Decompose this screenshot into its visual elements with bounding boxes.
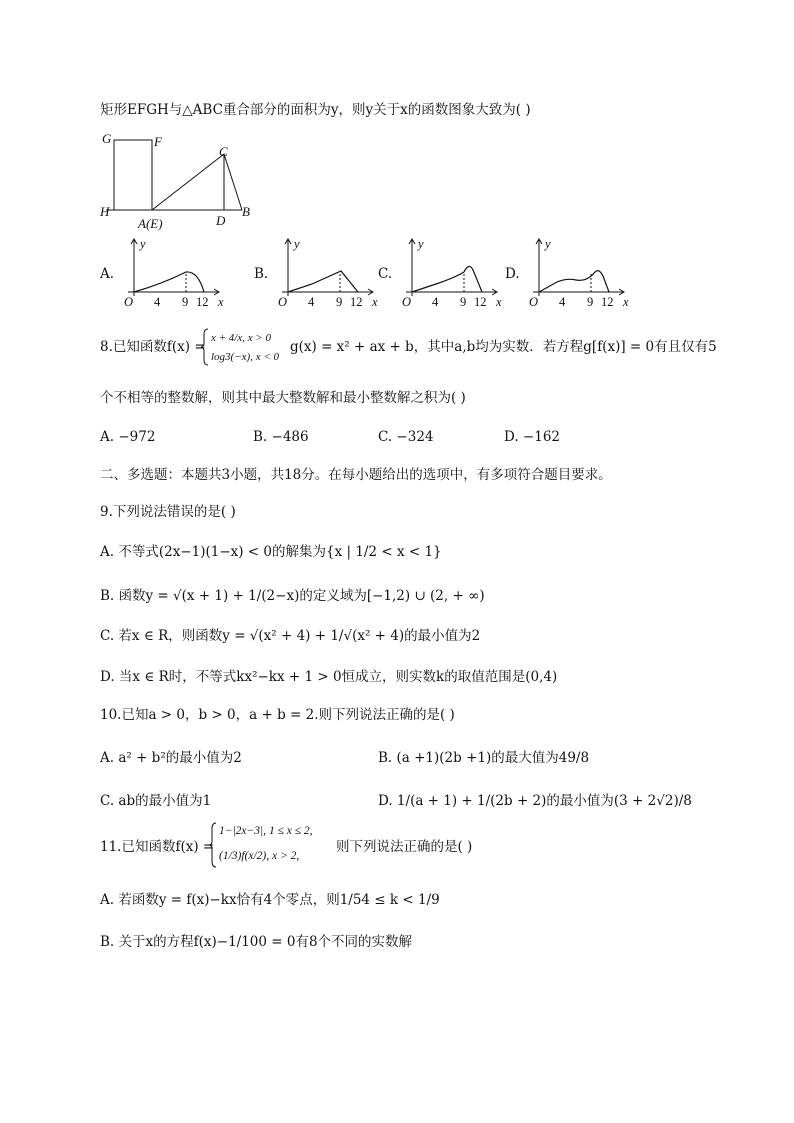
- q7-option-d: [505, 236, 635, 312]
- label-h: H: [100, 204, 110, 219]
- q11-stem-b: 则下列说法正确的是( ): [336, 839, 473, 855]
- q11-case1: 1−|2x−3|, 1 ≤ x ≤ 2,: [219, 825, 313, 837]
- q7-option-b: [254, 236, 384, 312]
- q8-stem-b: g(x) = x² + ax + b，其中a,b均为实数．若方程g[f(x)] = 0有且仅有5: [290, 339, 717, 355]
- label-c: C: [219, 144, 228, 159]
- q7-option-label: B.: [254, 266, 269, 282]
- axis-x-label: x: [218, 295, 224, 309]
- tick-9: 9: [460, 295, 467, 309]
- q7-graph-plot: [114, 236, 226, 312]
- q7-graph-plot: [519, 236, 631, 312]
- axis-x-label: x: [372, 295, 378, 309]
- function-curve: [539, 271, 609, 292]
- tick-4: 4: [154, 295, 161, 309]
- triangle-left: [152, 154, 224, 210]
- tick-o: O: [402, 295, 412, 309]
- q10-stem: 10.已知a > 0，b > 0，a + b = 2.则下列说法正确的是( ): [100, 707, 455, 723]
- q7-option-c: [378, 236, 508, 312]
- q8-stem-a: 8.已知函数f(x) =: [100, 339, 206, 355]
- q9-option-b: B. 函数y = √(x + 1) + 1/(2−x)的定义域为[−1,2) ∪ (2, + ∞): [100, 588, 485, 604]
- q10-option-d: D. 1/(a + 1) + 1/(2b + 2)的最小值为(3 + 2√2)/8: [378, 793, 692, 809]
- q9-stem: 9.下列说法错误的是( ): [100, 504, 236, 520]
- q7-option-label: A.: [100, 266, 115, 282]
- q8-option-d: D. −162: [504, 429, 561, 445]
- q11-case2: (1/3)f(x/2), x > 2,: [219, 850, 300, 862]
- q10-option-b: B. (a +1)(2b +1)的最大值为49/8: [378, 750, 590, 766]
- tick-12: 12: [474, 295, 487, 309]
- q8-case1: x + 4/x, x > 0: [211, 332, 272, 344]
- q7-figure: [96, 128, 266, 232]
- q7-graph-plot: [268, 236, 380, 312]
- tick-o: O: [278, 295, 288, 309]
- q8-option-b: B. −486: [253, 429, 309, 445]
- axis-y-label: y: [140, 237, 146, 251]
- q8-stem-c: 个不相等的整数解，则其中最大整数解和最小整数解之积为( ): [100, 390, 466, 406]
- q8-option-a: A. −972: [100, 429, 156, 445]
- q7-graph-plot: [392, 236, 504, 312]
- tick-12: 12: [601, 295, 614, 309]
- section-2-heading: 二、多选题：本题共3小题，共18分。在每小题给出的选项中，有多项符合题目要求。: [100, 467, 612, 483]
- axis-y-label: y: [294, 237, 300, 251]
- label-f: F: [154, 134, 162, 149]
- q10-option-c: C. ab的最小值为1: [100, 793, 212, 809]
- tick-4: 4: [308, 295, 315, 309]
- rectangle-efgh: [114, 140, 152, 210]
- q8-option-c: C. −324: [378, 429, 434, 445]
- q8-case2: log3(−x), x < 0: [211, 351, 279, 363]
- tick-9: 9: [336, 295, 343, 309]
- q11-brace: [208, 822, 218, 868]
- tick-12: 12: [350, 295, 363, 309]
- triangle-right: [224, 154, 242, 210]
- axis-x-label: x: [623, 295, 629, 309]
- q7-option-label: C.: [378, 266, 393, 282]
- function-curve: [134, 272, 204, 292]
- axis-y-label: y: [418, 237, 424, 251]
- function-curve: [288, 271, 358, 292]
- q11-option-b: B. 关于x的方程f(x)−1/100 = 0有8个不同的实数解: [100, 934, 413, 950]
- function-curve: [412, 266, 482, 292]
- label-ae: A(E): [138, 216, 163, 231]
- tick-4: 4: [432, 295, 439, 309]
- tick-o: O: [124, 295, 134, 309]
- axis-x-label: x: [496, 295, 502, 309]
- label-d: D: [216, 213, 226, 228]
- label-g: G: [102, 131, 112, 146]
- q7-stem: 矩形EFGH与△ABC重合部分的面积为y，则y关于x的函数图象大致为( ): [100, 102, 531, 118]
- q11-option-a: A. 若函数y = f(x)−kx恰有4个零点，则1/54 ≤ k < 1/9: [100, 892, 440, 908]
- tick-12: 12: [196, 295, 209, 309]
- q8-brace: [200, 328, 210, 366]
- q7-option-label: D.: [505, 266, 520, 282]
- q10-option-a: A. a² + b²的最小值为2: [100, 750, 242, 766]
- tick-4: 4: [559, 295, 566, 309]
- q7-option-a: [100, 236, 230, 312]
- label-b: B: [242, 204, 250, 219]
- q9-option-a: A. 不等式(2x−1)(1−x) < 0的解集为{x | 1/2 < x < 1}: [100, 544, 442, 560]
- axis-y-label: y: [545, 237, 551, 251]
- q9-option-c: C. 若x ∈ R，则函数y = √(x² + 4) + 1/√(x² + 4)的最小值为2: [100, 628, 481, 644]
- q9-option-d: D. 当x ∈ R时，不等式kx²−kx + 1 > 0恒成立，则实数k的取值范围是(0,4): [100, 669, 558, 685]
- tick-o: O: [529, 295, 539, 309]
- tick-9: 9: [587, 295, 594, 309]
- tick-9: 9: [182, 295, 189, 309]
- q11-stem-a: 11.已知函数f(x) =: [100, 839, 215, 855]
